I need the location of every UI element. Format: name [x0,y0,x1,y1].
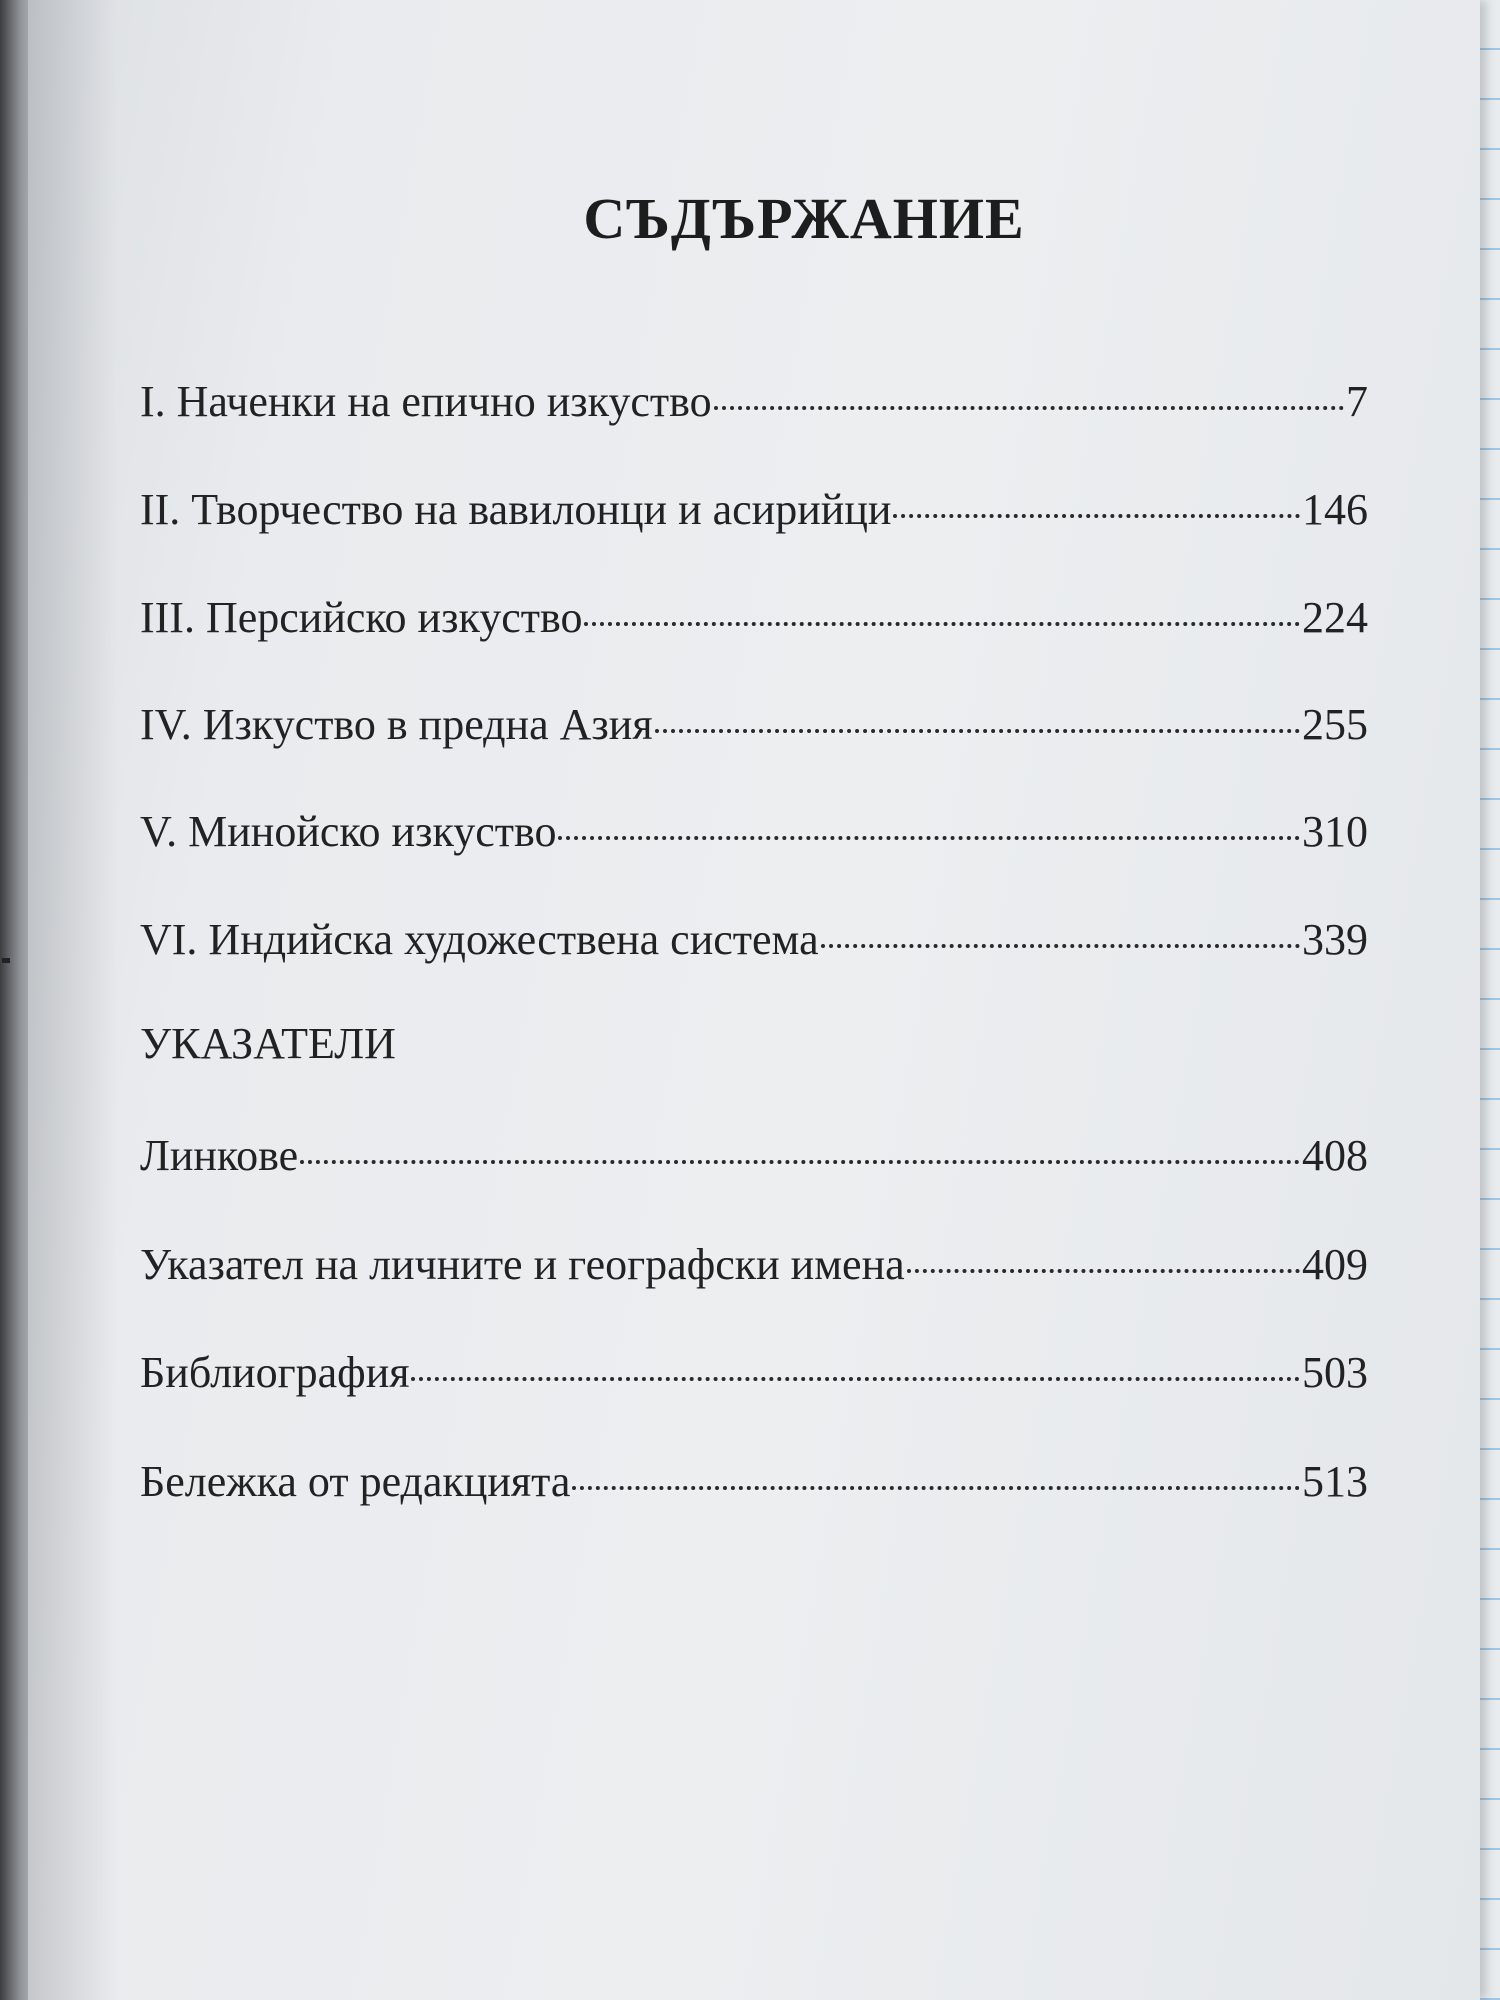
toc-entry [140,802,1368,862]
toc-entry-label: IV. Изкуство в предна Азия [140,700,653,749]
stray-ink-mark [2,958,10,963]
book-page [28,0,1480,2000]
dot-leader [558,802,1300,846]
toc-entry [140,1235,1368,1295]
toc-entry-label: VI. Индийска художествена система [140,915,819,964]
toc-entry-label: III. Персийско изкуство [140,593,583,642]
toc-entry [140,588,1368,648]
toc-entry [140,1126,1368,1186]
toc-entry-label: Бележка от редакцията [140,1457,571,1506]
indexes-heading: УКАЗАТЕЛИ [140,1019,396,1068]
toc-entry-label: II. Творчество на вавилонци и асирийци [140,485,892,534]
toc-entry-label: Указател на личните и географски имена [140,1240,905,1289]
dot-leader [411,1343,1300,1387]
toc-entry [140,372,1368,432]
toc-entry-page: 503 [1302,1348,1368,1397]
dot-leader [907,1235,1300,1279]
toc-entry [140,1452,1368,1512]
toc-entry [140,1343,1368,1403]
toc-entry-page: 146 [1302,485,1368,534]
dot-leader [300,1126,1300,1170]
page-title: СЪДЪРЖАНИЕ [583,186,1025,251]
toc-entry-label: Линкове [140,1131,299,1180]
toc-entry-page: 513 [1302,1457,1368,1506]
toc-entry [140,910,1368,970]
toc-entry-page: 224 [1302,593,1368,642]
dot-leader [584,588,1300,632]
dot-leader [572,1452,1300,1496]
toc-entry-page: 255 [1302,700,1368,749]
toc-entry-label: Библиография [140,1348,410,1397]
toc-entry-page: 7 [1346,377,1368,426]
toc-entry-page: 339 [1302,915,1368,964]
toc-entry-page: 408 [1302,1131,1368,1180]
dot-leader [714,372,1344,416]
toc-entry-page: 310 [1302,807,1368,856]
toc-entry-label: I. Наченки на епично изкуство [140,377,712,426]
dot-leader [893,480,1300,524]
toc-entry [140,695,1368,755]
dot-leader [821,910,1300,954]
toc-entry-page: 409 [1302,1240,1368,1289]
toc-entry-label: V. Минойско изкуство [140,807,557,856]
toc-entry [140,480,1368,540]
dot-leader [655,695,1300,739]
